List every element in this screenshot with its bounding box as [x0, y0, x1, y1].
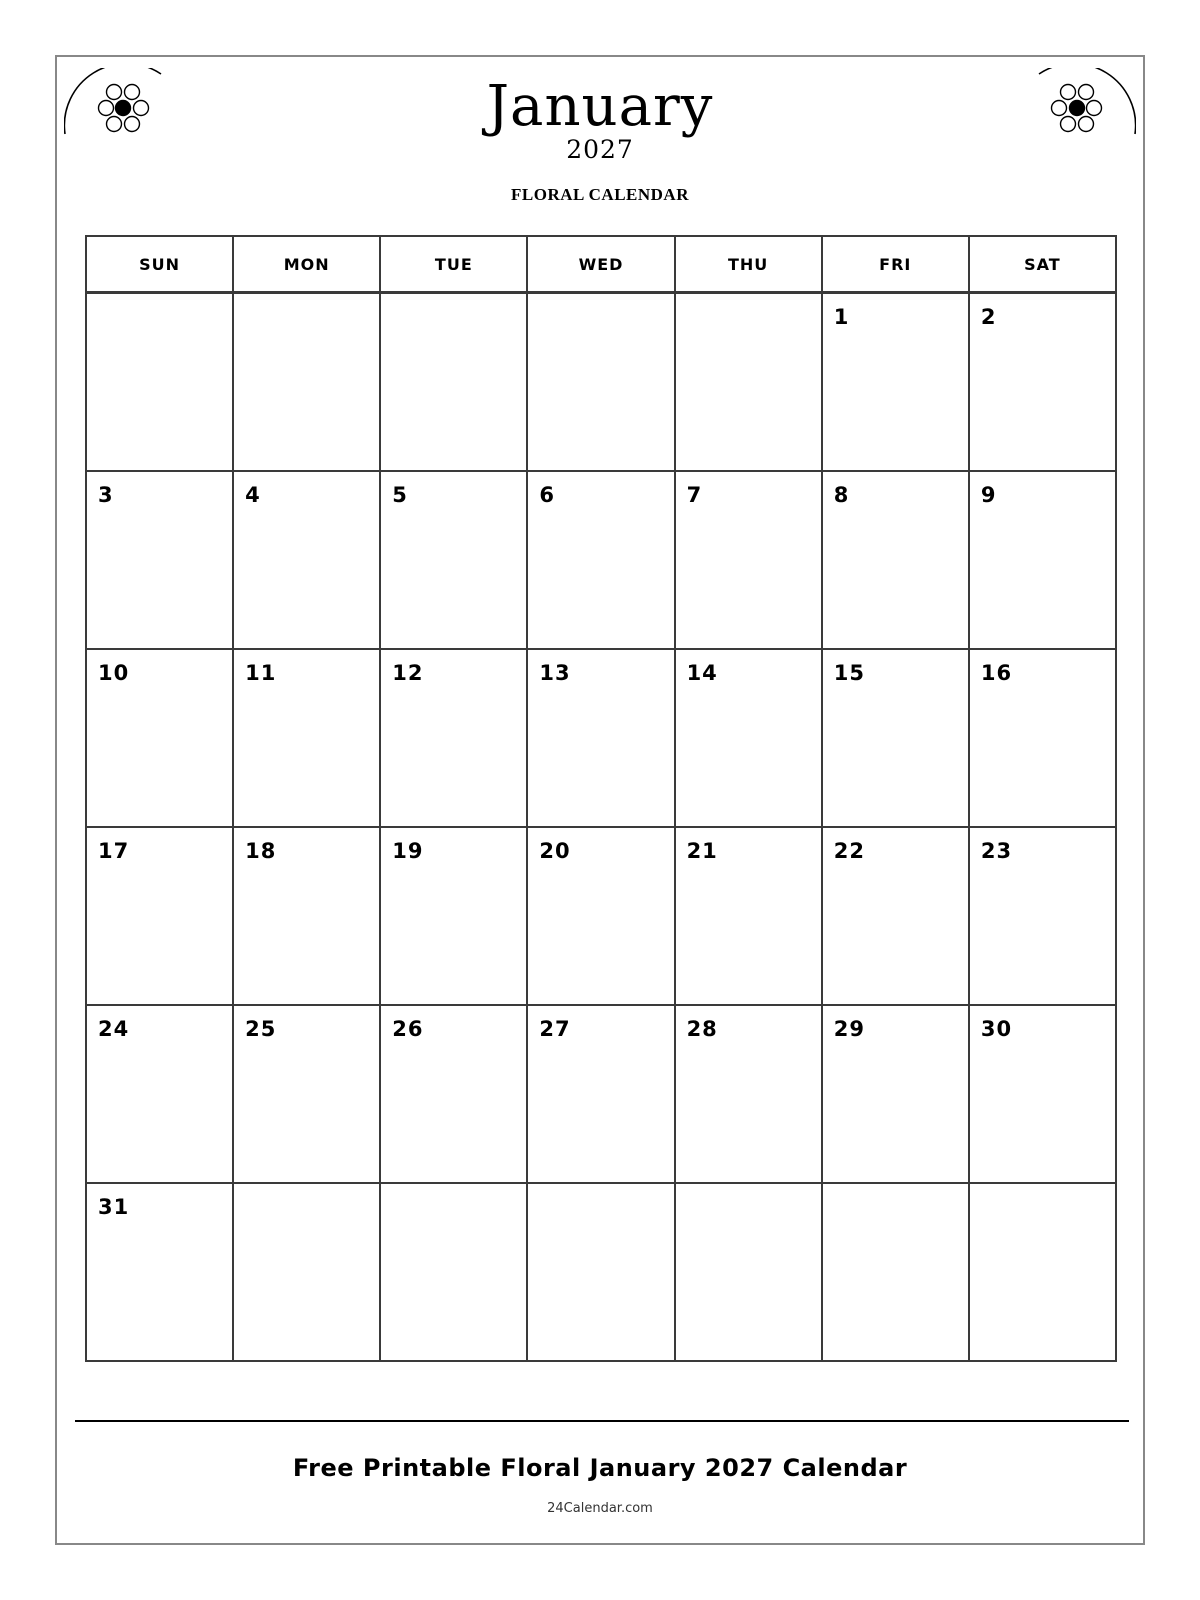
day-number: 22: [833, 839, 865, 863]
weekday-header-row: [86, 236, 1116, 293]
weekday-header: WED: [527, 236, 674, 293]
day-number: 29: [833, 1017, 865, 1041]
day-number: 1: [833, 305, 850, 329]
day-cell: [86, 293, 233, 472]
day-cell: [675, 827, 822, 1005]
day-number: 7: [686, 483, 703, 507]
day-number: 3: [98, 483, 114, 507]
day-number: 28: [686, 1017, 718, 1041]
day-cell: [233, 293, 380, 472]
day-cell: [380, 1183, 527, 1361]
day-number: [234, 294, 379, 304]
day-number: 2: [980, 305, 997, 329]
day-cell: [822, 1183, 969, 1361]
day-number: 18: [245, 839, 277, 863]
day-number: 8: [833, 483, 850, 507]
day-number: 5: [392, 483, 408, 507]
day-cell: [233, 1005, 380, 1183]
day-number: 17: [98, 839, 130, 863]
day-number: 23: [980, 839, 1013, 863]
week-row: [86, 649, 1116, 827]
calendar-subtitle: FLORAL CALENDAR: [511, 185, 689, 204]
day-cell: [527, 471, 674, 649]
day-cell: [969, 649, 1116, 827]
day-number: [234, 1184, 379, 1194]
week-row: [86, 827, 1116, 1005]
day-number: 26: [392, 1017, 424, 1041]
day-number: [528, 1184, 673, 1194]
day-cell: [86, 649, 233, 827]
day-cell: [969, 293, 1116, 472]
footer-title: Free Printable Floral January 2027 Calendar: [292, 1454, 908, 1482]
day-number: 20: [539, 839, 571, 863]
day-cell: [233, 471, 380, 649]
day-cell: [380, 1005, 527, 1183]
day-cell: [675, 1005, 822, 1183]
day-number: [676, 1184, 821, 1194]
day-number: [87, 294, 232, 304]
day-number: 21: [686, 839, 718, 863]
day-cell: [86, 1183, 233, 1361]
day-cell: [969, 827, 1116, 1005]
week-row: [86, 1005, 1116, 1183]
day-cell: [380, 471, 527, 649]
day-cell: [822, 649, 969, 827]
day-number: [676, 294, 821, 304]
day-cell: [86, 1005, 233, 1183]
footer-site-credit: 24Calendar.com: [547, 1501, 653, 1516]
day-number: 15: [833, 661, 865, 685]
day-number: [970, 1184, 1115, 1194]
day-cell: [527, 1183, 674, 1361]
day-number: 30: [980, 1017, 1013, 1041]
day-cell: [675, 293, 822, 472]
day-number: [381, 1184, 526, 1194]
day-cell: [527, 1005, 674, 1183]
day-cell: [86, 827, 233, 1005]
weekday-header: TUE: [380, 236, 527, 293]
weekday-header: MON: [233, 236, 380, 293]
day-number: 10: [98, 661, 130, 685]
day-number: 14: [686, 661, 718, 685]
day-cell: [822, 471, 969, 649]
day-cell: [969, 1005, 1116, 1183]
day-cell: [86, 471, 233, 649]
footer-divider: [75, 1420, 1129, 1422]
day-number: 9: [980, 483, 997, 507]
day-number: 24: [98, 1017, 130, 1041]
weekday-header: FRI: [822, 236, 969, 293]
calendar-grid: [85, 235, 1117, 1362]
weekday-header: SAT: [969, 236, 1116, 293]
day-cell: [380, 649, 527, 827]
day-number: 25: [245, 1017, 277, 1041]
day-number: 19: [392, 839, 424, 863]
day-number: [823, 1184, 968, 1194]
day-cell: [675, 1183, 822, 1361]
weekday-header: THU: [675, 236, 822, 293]
day-cell: [527, 649, 674, 827]
day-cell: [822, 1005, 969, 1183]
day-cell: [380, 293, 527, 472]
week-row: [86, 293, 1116, 472]
day-cell: [233, 649, 380, 827]
day-cell: [527, 827, 674, 1005]
day-cell: [380, 827, 527, 1005]
day-cell: [675, 471, 822, 649]
day-number: 13: [539, 661, 571, 685]
day-cell: [527, 293, 674, 472]
day-cell: [675, 649, 822, 827]
day-number: 6: [539, 483, 556, 507]
day-number: 31: [98, 1195, 130, 1219]
week-row: [86, 471, 1116, 649]
week-row: [86, 1183, 1116, 1361]
day-number: 27: [539, 1017, 571, 1041]
day-number: 4: [245, 483, 261, 507]
year-title: 2027: [566, 135, 634, 164]
day-number: 11: [245, 661, 277, 685]
day-number: 12: [392, 661, 424, 685]
day-cell: [822, 293, 969, 472]
day-number: [528, 294, 673, 304]
day-cell: [233, 1183, 380, 1361]
day-cell: [969, 471, 1116, 649]
day-number: 16: [980, 661, 1013, 685]
day-cell: [969, 1183, 1116, 1361]
day-cell: [822, 827, 969, 1005]
day-cell: [233, 827, 380, 1005]
weekday-header: SUN: [86, 236, 233, 293]
month-title: January: [486, 74, 714, 139]
day-number: [381, 294, 526, 304]
